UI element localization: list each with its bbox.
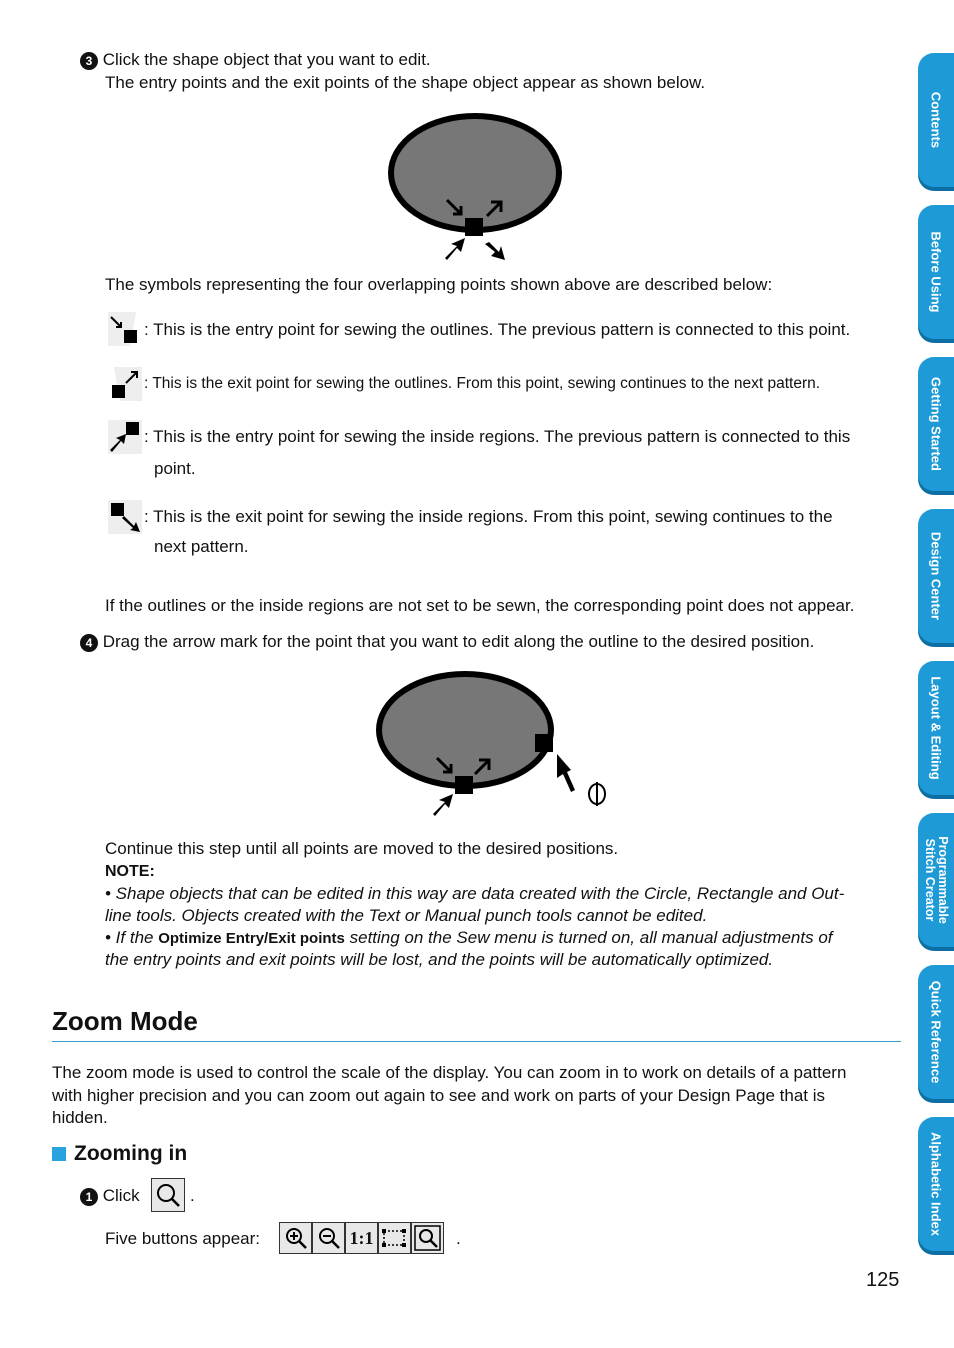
zoom-out-button[interactable] <box>312 1222 345 1254</box>
optimize-setting-name: Optimize Entry/Exit points <box>158 930 345 947</box>
zoom-step-1: 1 Click <box>80 1185 140 1207</box>
step-3-text: Click the shape object that you want to edit. <box>102 50 431 69</box>
symbol-desc-4-cont: next pattern. <box>154 537 249 556</box>
zoom-in-button[interactable] <box>279 1222 312 1254</box>
note-bullet-2: • If the Optimize Entry/Exit points setting on the Sew menu is turned on, all manual adjustments of <box>105 928 833 947</box>
subheading: Zooming in <box>52 1142 187 1166</box>
step-number: 3 <box>80 52 98 70</box>
shape-ellipse <box>391 116 559 230</box>
symbol-desc-3-cont: point. <box>154 459 196 478</box>
shape-points-figure <box>385 110 570 265</box>
tab-getting-started[interactable]: Getting Started <box>918 357 954 491</box>
tab-layout-editing[interactable]: Layout & Editing <box>918 661 954 795</box>
tab-design-center[interactable]: Design Center <box>918 509 954 643</box>
zoom-fit-icon <box>412 1223 443 1253</box>
outline-exit-point-icon <box>108 367 142 401</box>
step-number: 4 <box>80 634 98 652</box>
zoom-selected-icon <box>379 1223 410 1253</box>
symbol-desc-3: : This is the entry point for sewing the inside regions. The previous pattern is connected to this <box>144 427 851 446</box>
step-3 <box>80 49 431 71</box>
actual-size-button[interactable] <box>345 1222 378 1254</box>
zoom-toolbar <box>279 1222 444 1256</box>
heading-rule <box>52 1041 901 1042</box>
tab-before-using[interactable]: Before Using <box>918 205 954 339</box>
tab-programmable-stitch-creator[interactable]: Programmable Stitch Creator <box>918 813 954 947</box>
zoom-intro-2: with higher precision and you can zoom out again to see and work on parts of your Design Page that is <box>52 1086 826 1105</box>
region-entry-point-icon <box>108 420 142 454</box>
actual-size-label: 1:1 <box>349 1228 374 1248</box>
moved-point-square <box>535 734 553 752</box>
continue-text: Continue this step until all points are moved to the desired positions. <box>105 839 619 858</box>
step-4-text: Drag the arrow mark for the point that you want to edit along the outline to the desired position. <box>102 632 815 651</box>
shape-ellipse <box>379 674 551 786</box>
point-square <box>455 776 473 794</box>
note-bullet-1: • Shape objects that can be edited in this way are data created with the Circle, Rectangle and Out- <box>105 884 845 903</box>
symbols-intro: The symbols representing the four overlapping points shown above are described below: <box>105 275 773 294</box>
drag-point-figure <box>375 668 615 818</box>
drag-cursor-icon <box>589 782 605 806</box>
region-entry-arrow <box>445 238 465 260</box>
zoom-intro-1: The zoom mode is used to control the scale of the display. You can zoom in to work on details of a pattern <box>52 1063 847 1082</box>
region-entry-arrow <box>433 794 453 816</box>
note-bullet-1-cont: line tools. Objects created with the Text or Manual punch tools cannot be edited. <box>105 906 708 925</box>
zoom-button[interactable] <box>151 1178 185 1217</box>
zoom-to-fit-button[interactable] <box>411 1222 444 1254</box>
square-bullet-icon <box>52 1147 66 1161</box>
symbol-desc-1: : This is the entry point for sewing the outlines. The previous pattern is connected to this point. <box>144 320 851 339</box>
tab-alphabetic-index[interactable]: Alphabetic Index <box>918 1117 954 1251</box>
outline-entry-point-icon <box>108 312 142 346</box>
note-label: NOTE: <box>105 863 155 880</box>
section-heading: Zoom Mode <box>52 1006 198 1036</box>
zoom-to-selected-button[interactable] <box>378 1222 411 1254</box>
zoom-intro-3: hidden. <box>52 1108 108 1127</box>
not-set-note: If the outlines or the inside regions are not set to be sewn, the corresponding point does not appear. <box>105 596 855 615</box>
tab-quick-reference[interactable]: Quick Reference <box>918 965 954 1099</box>
step-number: 1 <box>80 1188 98 1206</box>
step-3-line2: The entry points and the exit points of the shape object appear as shown below. <box>105 73 706 92</box>
page-number: 125 <box>866 1269 900 1291</box>
point-square <box>465 218 483 236</box>
step-4 <box>80 631 814 653</box>
five-buttons-text: Five buttons appear: <box>105 1229 260 1248</box>
drag-cursor-arrow <box>557 754 575 792</box>
zoom-in-icon <box>280 1223 311 1253</box>
note-bullet-2-cont: the entry points and exit points will be lost, and the points will be automatically optimized. <box>105 950 774 969</box>
symbol-desc-4: : This is the exit point for sewing the inside regions. From this point, sewing continues to the <box>144 507 833 526</box>
region-exit-point-icon <box>108 500 142 534</box>
region-exit-arrow <box>485 242 505 260</box>
zoom-out-icon <box>313 1223 344 1253</box>
tab-contents[interactable]: Contents <box>918 53 954 187</box>
symbol-desc-2: : This is the exit point for sewing the outlines. From this point, sewing continues to the next pattern. <box>144 375 821 392</box>
